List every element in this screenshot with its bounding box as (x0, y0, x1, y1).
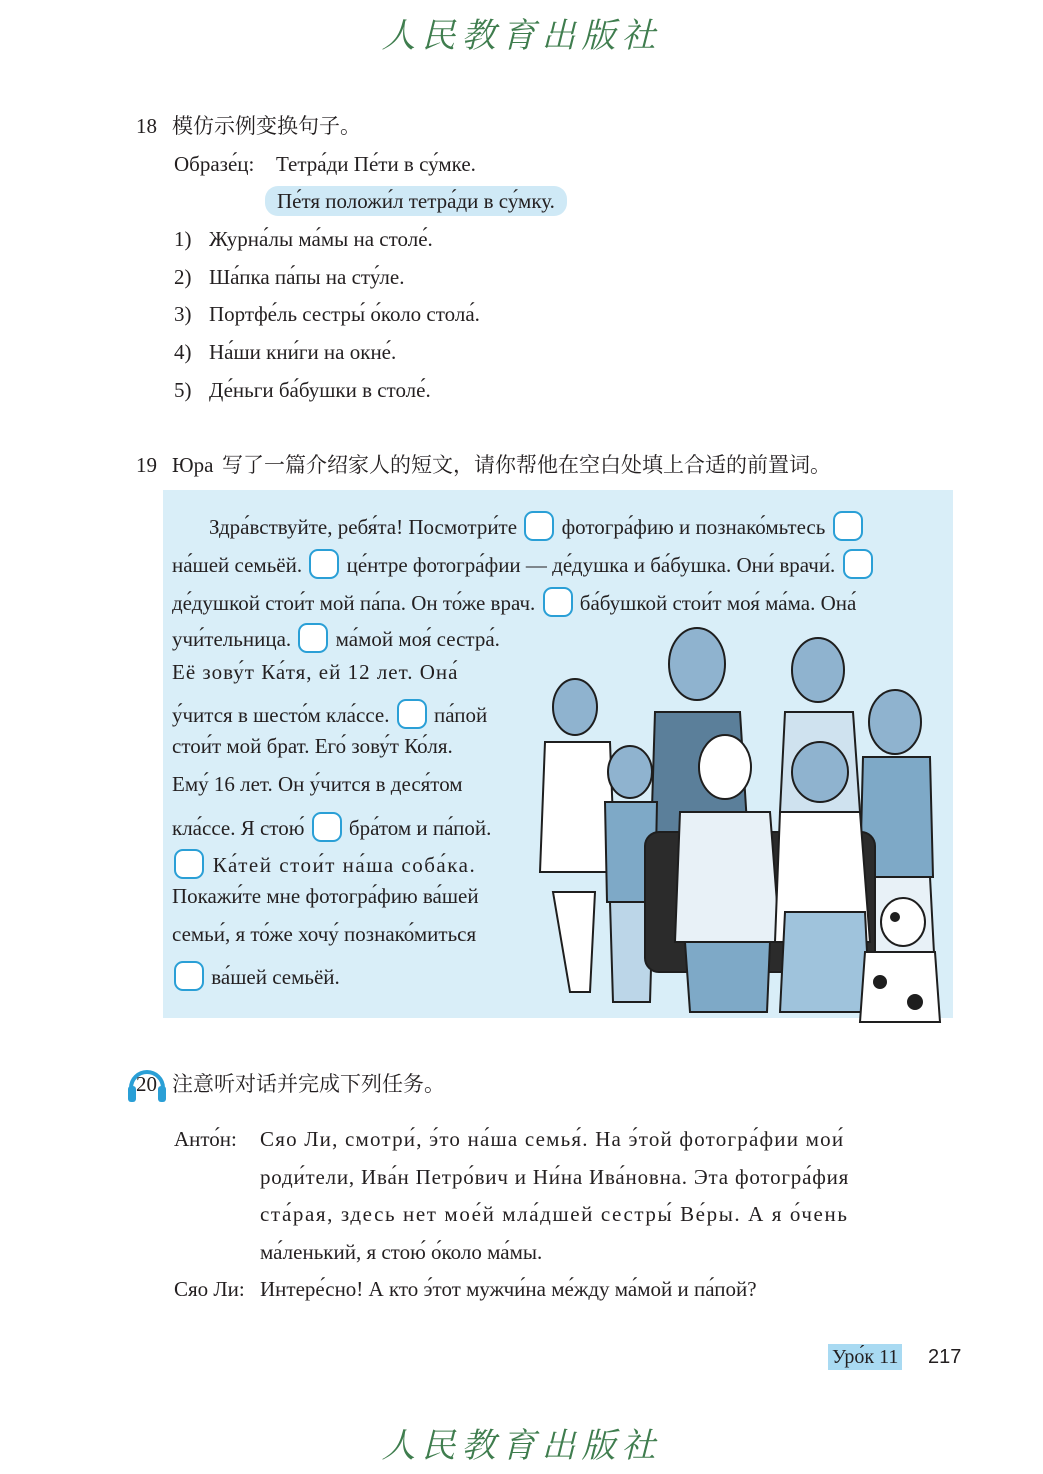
dialogue-line: ма́ленький, я стою́ о́коло ма́мы. (260, 1240, 543, 1264)
text-segment: на́шей семьёй. (172, 553, 308, 577)
blank-field[interactable] (524, 511, 554, 541)
text-line (172, 699, 487, 729)
exercise-20-number: 20 (136, 1072, 157, 1096)
text-segment: Ему́ 16 лет. Он у́чится в деся́том (172, 772, 463, 796)
family-illustration (535, 612, 950, 1044)
speaker-xiao-li: Сяо Ли: (174, 1277, 245, 1301)
text-line (172, 812, 491, 842)
list-item-number: 4) (174, 340, 192, 364)
list-item: Журна́лы ма́мы на столе́. (209, 227, 433, 251)
exercise-19-title-ru: Юра (172, 453, 214, 477)
speaker-anton: Анто́н: (174, 1127, 237, 1151)
exercise-18-number: 18 (136, 114, 157, 138)
text-segment: ба́бушкой стои́т моя́ ма́ма. Она́ (574, 591, 857, 615)
text-line (172, 921, 476, 947)
text-segment: Её зову́т Ка́тя, ей 12 лет. Она́ (172, 660, 459, 684)
sample-label: Образе́ц: (174, 152, 255, 176)
dialogue-line: роди́тели, Ива́н Петро́вич и Ни́на Ива́новна. Эта фотогра́фия (260, 1165, 850, 1189)
text-line (172, 659, 458, 685)
text-line (172, 623, 500, 653)
text-line (172, 849, 476, 879)
text-segment: бра́том и па́пой. (343, 816, 492, 840)
blank-field[interactable] (174, 849, 204, 879)
text-segment: стои́т мой брат. Его́ зову́т Ко́ля. (172, 734, 453, 758)
text-segment: у́чится в шесто́м кла́ссе. (172, 703, 395, 727)
text-segment: ма́мой моя́ сестра́. (330, 627, 500, 651)
list-item-number: 3) (174, 302, 192, 326)
dialogue-line: ста́рая, здесь нет мое́й мла́дшей сестры́ Ве́ры. А я о́чень (260, 1202, 849, 1226)
text-line (172, 961, 340, 991)
list-item: Де́ньги ба́бушки в столе́. (209, 378, 431, 402)
text-line (172, 883, 479, 909)
dialogue-line: Сяо Ли, смотри́, э́то на́ша семья́. На э́той фотогра́фии мои́ (260, 1127, 845, 1151)
blank-field[interactable] (309, 549, 339, 579)
text-segment: ва́шей семьёй. (206, 965, 340, 989)
text-line (172, 549, 875, 579)
text-line (209, 511, 865, 541)
publisher-logo-top: 人民教育出版社 (381, 16, 662, 56)
text-segment: учи́тельница. (172, 627, 297, 651)
publisher-logo-bottom: 人民教育出版社 (381, 1426, 662, 1466)
text-segment: кла́ссе. Я стою́ (172, 816, 310, 840)
exercise-19-title: 写了一篇介绍家人的短文，请你帮他在空白处填上合适的前置词。 (222, 453, 831, 477)
blank-field[interactable] (298, 623, 328, 653)
list-item: На́ши кни́ги на окне́. (209, 340, 397, 364)
blank-field[interactable] (843, 549, 873, 579)
text-segment: де́душкой стои́т мой па́па. Он то́же врач. (172, 591, 541, 615)
list-item-number: 5) (174, 378, 192, 402)
text-segment: це́нтре фотогра́фии — де́душка и ба́бушка. Они́ врачи́. (341, 553, 841, 577)
text-segment: семьи́, я то́же хочу́ познако́миться (172, 922, 477, 946)
blank-field[interactable] (833, 511, 863, 541)
blank-field[interactable] (312, 812, 342, 842)
text-line (172, 733, 453, 759)
text-segment: Покажи́те мне фотогра́фию ва́шей (172, 884, 479, 908)
list-item: Портфе́ль сестры́ о́коло стола́. (209, 302, 480, 326)
text-segment: Здра́вствуйте, ребя́та! Посмотри́те (209, 515, 523, 539)
text-line (172, 771, 463, 797)
text-segment: па́пой (428, 703, 488, 727)
blank-field[interactable] (174, 961, 204, 991)
exercise-20-title: 注意听对话并完成下列任务。 (172, 1072, 445, 1096)
dialogue-line: Интере́сно! А кто э́тот мужчи́на ме́жду ма́мой и па́пой? (260, 1277, 757, 1301)
blank-field[interactable] (397, 699, 427, 729)
list-item-number: 2) (174, 265, 192, 289)
lesson-label: Уро́к 11 (828, 1344, 902, 1370)
exercise-18-title: 模仿示例变换句子。 (172, 114, 361, 138)
page-number: 217 (928, 1346, 962, 1368)
text-segment: Ка́тей стои́т на́ша соба́ка. (206, 853, 477, 877)
exercise-19-number: 19 (136, 453, 157, 477)
sample-answer: Пе́тя положи́л тетра́ди в су́мку. (265, 186, 567, 216)
list-item-number: 1) (174, 227, 192, 251)
sample-text: Тетра́ди Пе́ти в су́мке. (276, 152, 476, 176)
list-item: Ша́пка па́пы на сту́ле. (209, 265, 405, 289)
text-segment: фотогра́фию и познако́мьтесь (556, 515, 831, 539)
